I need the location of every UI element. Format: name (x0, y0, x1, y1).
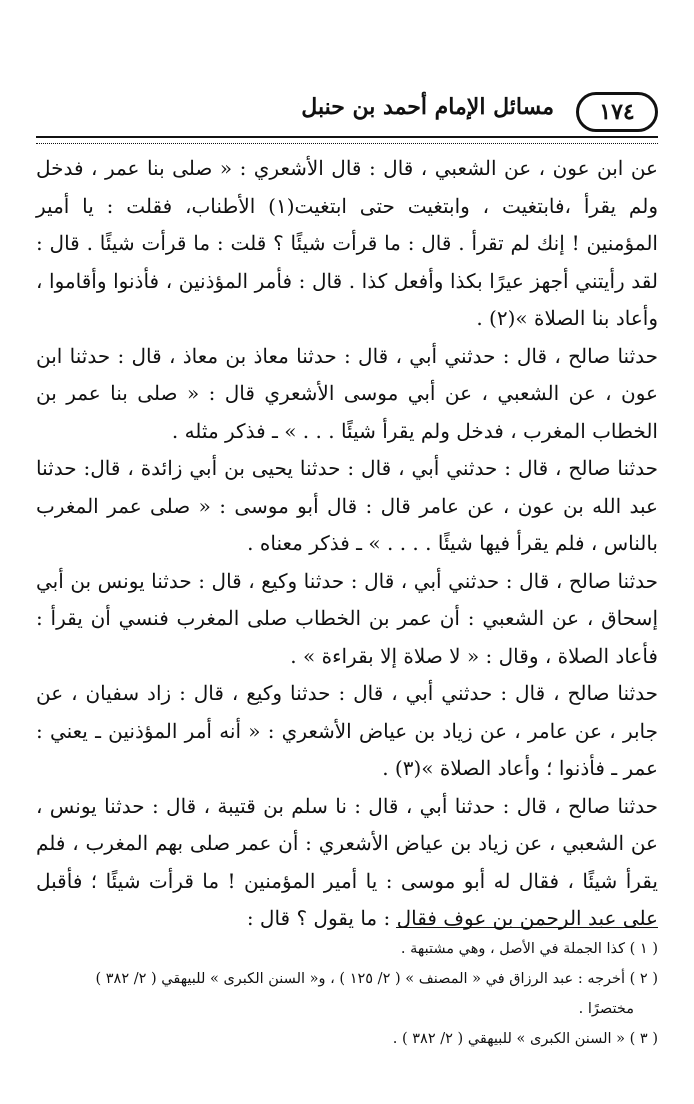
header-divider (36, 136, 658, 144)
paragraph: حدثنا صالح ، قال : حدثني أبي ، قال : حدثنا وكيع ، قال : زاد سفيان ، عن جابر ، عن عامر ، عن زياد بن عياض الأشعري : « أنه أمر المؤذنين ـ يعني : عمر ـ فأذنوا ؛ وأعاد الصلاة »(٣) . (36, 681, 658, 780)
page-header (36, 92, 658, 136)
paragraph: حدثنا صالح ، قال : حدثني أبي ، قال : حدثنا وكيع ، قال : حدثنا يونس بن أبي إسحاق ، عن الشعبي : أن عمر بن الخطاب صلى المغرب فنسي أن يقرأ : فأعاد الصلاة ، وقال : « لا صلاة إلا بقراءة » . (36, 568, 658, 668)
footnote: ( ١ ) كذا الجملة في الأصل ، وهي مشتبهة . (400, 941, 658, 957)
paragraph: حدثنا صالح ، قال : حدثني أبي ، قال : حدثنا معاذ بن معاذ ، قال : حدثنا ابن عون ، عن الشعبي ، عن أبي موسى الأشعري قال : « صلى بنا عمر بن الخطاب المغرب ، فدخل ولم يقرأ شيئًا . . . » ـ فذكر مثله . (36, 343, 658, 443)
footnotes (36, 934, 658, 1054)
footnote: ( ٢ ) أخرجه : عبد الرزاق في « المصنف » ( ٢/ ١٢٥ ) ، و« السنن الكبرى » للبيهقي ( ٢/ ٣٨٢ ) (95, 971, 658, 987)
running-title: مسائل الإمام أحمد بن حنبل (301, 94, 554, 120)
page-number: ١٧٤ (576, 92, 658, 132)
paragraph: حدثنا صالح ، قال : حدثنا أبي ، قال : نا سلم بن قتيبة ، قال : حدثنا يونس ، عن الشعبي ، عن زياد بن عياض الأشعري : أن عمر صلى بهم المغرب ، فلم يقرأ شيئًا ، فقال له أبو موسى : يا أمير المؤمنين ! ما قرأت شيئًا ؛ فأقبل على عبد الرحمن بن عوف فقال : ما يقول ؟ قال : (36, 793, 658, 930)
main-text (36, 150, 658, 938)
footnote-continuation: مختصرًا . (578, 1001, 634, 1017)
paragraph: حدثنا صالح ، قال : حدثني أبي ، قال : حدثنا يحيى بن أبي زائدة ، قال: حدثنا عبد الله بن عون ، عن عامر قال : قال أبو موسى : « صلى عمر المغرب بالناس ، فلم يقرأ فيها شيئًا . . . . » ـ فذكر معناه . (36, 456, 658, 555)
footnote-divider (396, 927, 658, 928)
paragraph: عن ابن عون ، عن الشعبي ، قال : قال الأشعري : « صلى بنا عمر ، فدخل ولم يقرأ ،فابتغيت ، وابتغيت حتى ابتغيت(١) الأطناب، فقلت : يا أمير المؤمنين ! إنك لم تقرأ . قال : ما قرأت شيئًا ؟ قلت : ما قرأت شيئًا . قال : لقد رأيتني أجهز عيرًا بكذا وأفعل كذا . قال : فأمر المؤذنين ، فأذنوا وأقاموا ، وأعاد بنا الصلاة »(٢) . (36, 156, 658, 330)
footnote: ( ٣ ) « السنن الكبرى » للبيهقي ( ٢/ ٣٨٢ ) . (392, 1031, 658, 1047)
